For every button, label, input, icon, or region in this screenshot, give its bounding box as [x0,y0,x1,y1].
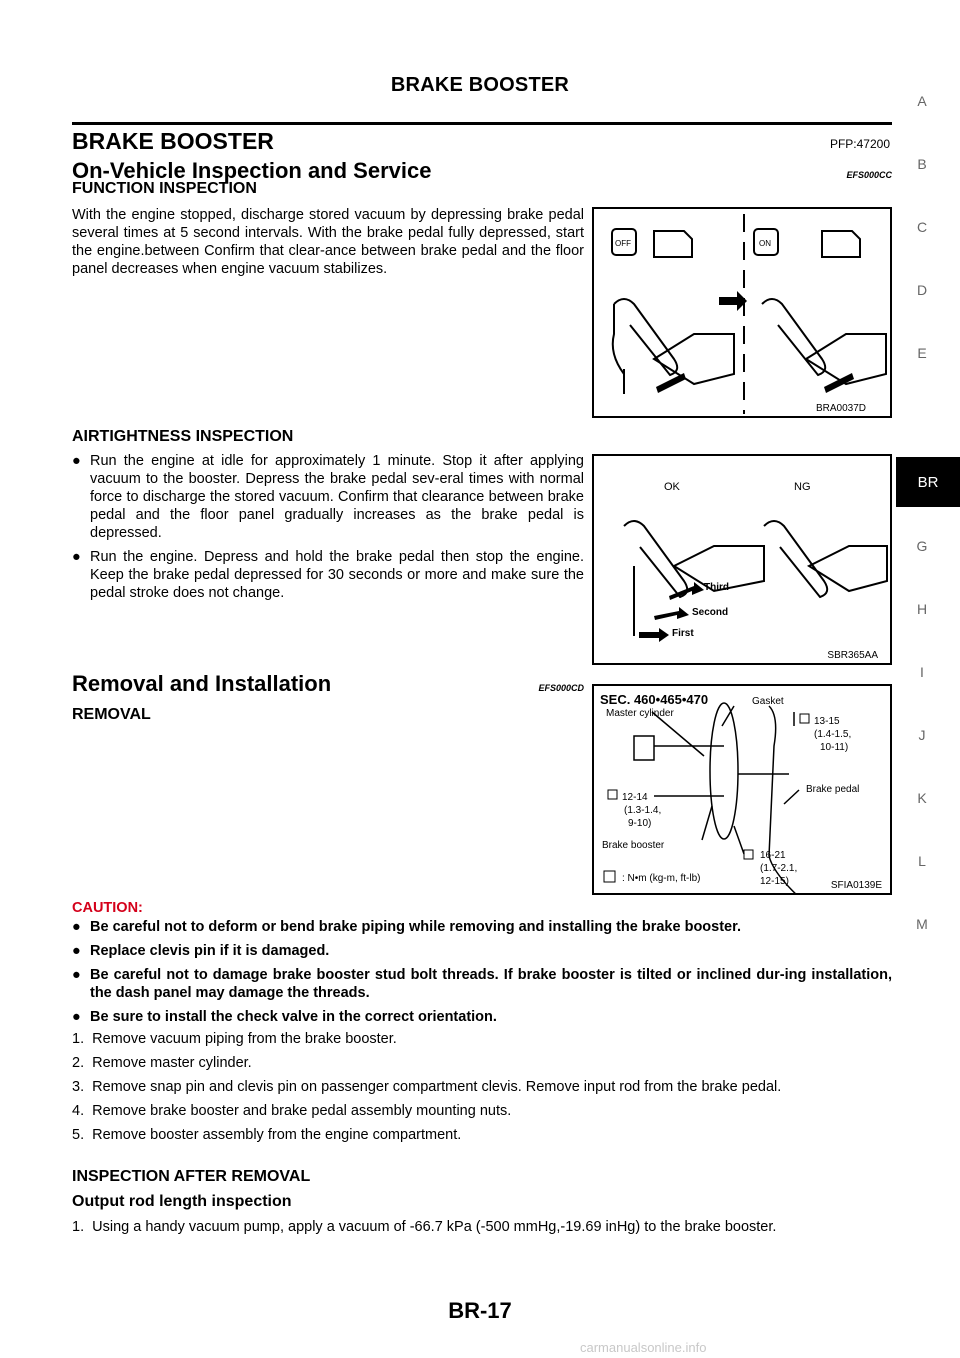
brake-booster-label: Brake booster [602,840,665,851]
torque2: 12-14 [622,792,648,803]
list-item: ● Be sure to install the check valve in the correct orientation. [72,1009,497,1025]
units-label: : N•m (kg-m, ft-lb) [622,873,701,884]
onvehicle-code: EFS000CC [846,170,892,180]
bullet-icon: ● [72,943,81,959]
torque-icon [744,850,753,859]
side-tab-g[interactable]: G [916,538,928,554]
list-item: 3. Remove snap pin and clevis pin on passenger compartment clevis. Remove input rod from the brake pedal. [72,1079,782,1095]
side-tab-br-active[interactable]: BR [896,457,960,507]
list-item: ● Be careful not to damage brake booster stud bolt threads. If brake booster is tilted or inclined dur-ing installation, the dash panel may damage the threads. [72,967,892,1001]
list-item: ● Be careful not to deform or bend brake piping while removing and installing the brake booster. [72,919,741,935]
torque3b: (1.7-2.1, [760,863,798,874]
removal-installation-title: Removal and Installation [72,671,332,696]
list-item: ● Run the engine. Depress and hold the brake pedal then stop the engine. Keep the brake pedal depressed for 30 seconds or more and make sure the pedal stroke does not change. [72,549,584,601]
output-rod-title: Output rod length inspection [72,1193,292,1210]
pedal-illustration [594,209,890,416]
off-label: OFF [615,239,631,248]
section-label: SEC. 460•465•470 [600,692,709,707]
running-header: BRAKE BOOSTER [390,74,570,96]
airtightness-list [72,452,584,602]
torque1b: (1.4-1.5, [814,729,852,740]
removal-title: REMOVAL [72,706,151,723]
ok-label: OK [664,481,680,493]
airtightness-title: AIRTIGHTNESS INSPECTION [72,428,294,445]
torque3c: 12-15) [760,876,789,887]
side-tab-h[interactable]: H [916,601,928,617]
caution-label: CAUTION: [72,900,143,916]
torque1c: 10-11) [820,742,849,753]
third-label: Third [704,582,729,593]
torque1: 13-15 [814,716,840,727]
list-item: 5. Remove booster assembly from the engine compartment. [72,1127,462,1143]
side-tab-e[interactable]: E [917,345,927,361]
removal-installation-code: EFS000CD [538,683,584,693]
side-tab-d[interactable]: D [916,282,928,298]
brake-pedal-label: Brake pedal [806,784,860,795]
removal-steps [72,1030,892,1144]
side-tab-c[interactable]: C [916,219,928,235]
list-item: 2. Remove master cylinder. [72,1055,252,1071]
side-tab-m[interactable]: M [916,916,928,932]
list-item: ● Run the engine at idle for approximately 1 minute. Stop it after applying vacuum to the booster. Depress the brake pedal sev-eral times with normal force to discharge the stored vacuum. Confirm that clearance between brake pedal and the floor panel gradually increases as the brake pedal is depressed. [72,453,584,541]
bullet-icon: ● [72,453,81,469]
bullet-icon: ● [72,1009,81,1025]
side-tab-k[interactable]: K [917,790,927,806]
figure-code: SFIA0139E [830,880,882,891]
inspection-after-title: INSPECTION AFTER REMOVAL [72,1168,311,1185]
torque2b: (1.3-1.4, [624,805,662,816]
second-label: Second [692,607,729,618]
side-tab-b[interactable]: B [917,156,927,172]
output-rod-steps [72,1218,892,1236]
torque-icon [608,790,617,799]
caution-list [72,918,892,1026]
torque-icon [800,714,809,723]
function-inspection-figure [592,207,892,418]
pedal-stroke-illustration [594,456,890,663]
torque-icon [604,871,615,882]
torque3: 16-21 [760,850,786,861]
bullet-icon: ● [72,967,81,983]
function-inspection-text: With the engine stopped, discharge stored vacuum by depressing brake pedal several times at 5 second intervals. With the brake pedal fully depressed, start the engine.between Confirm that clear-ance between brake pedal and the floor panel decreases when engine vacuum stabilizes. [72,207,584,277]
ng-label: NG [794,481,811,493]
figure-code: SBR365AA [827,650,878,661]
onvehicle-title: On-Vehicle Inspection and Service [72,158,432,183]
torque2c: 9-10) [628,818,652,829]
gasket-label: Gasket [752,696,784,707]
list-item: 1. Remove vacuum piping from the brake booster. [72,1031,397,1047]
function-inspection-title: FUNCTION INSPECTION [72,180,257,197]
master-cylinder-label: Master cylinder [606,708,674,719]
list-item: 4. Remove brake booster and brake pedal assembly mounting nuts. [72,1103,512,1119]
airtightness-figure [592,454,892,665]
booster-illustration [594,686,890,893]
side-tab-i[interactable]: I [920,664,924,680]
list-item: 1. Using a handy vacuum pump, apply a vacuum of -66.7 kPa (-500 mmHg,-19.69 inHg) to the brake booster. [72,1219,777,1235]
removal-figure [592,684,892,895]
watermark: carmanualsonline.info [580,1340,707,1355]
page-number: BR-17 [448,1298,512,1323]
section-title: BRAKE BOOSTER [72,128,274,154]
figure-code: BRA0037D [815,403,866,414]
bullet-icon: ● [72,549,81,565]
side-tab-l[interactable]: L [918,853,926,869]
side-tab-j[interactable]: J [918,727,926,743]
first-label: First [672,628,694,639]
header-rule [72,122,892,125]
side-tab-a[interactable]: A [917,93,927,109]
bullet-icon: ● [72,919,81,935]
pfp-code: PFP:47200 [829,137,890,151]
on-label: ON [759,239,771,248]
list-item: ● Replace clevis pin if it is damaged. [72,943,330,959]
removal-installation-heading [72,671,584,697]
